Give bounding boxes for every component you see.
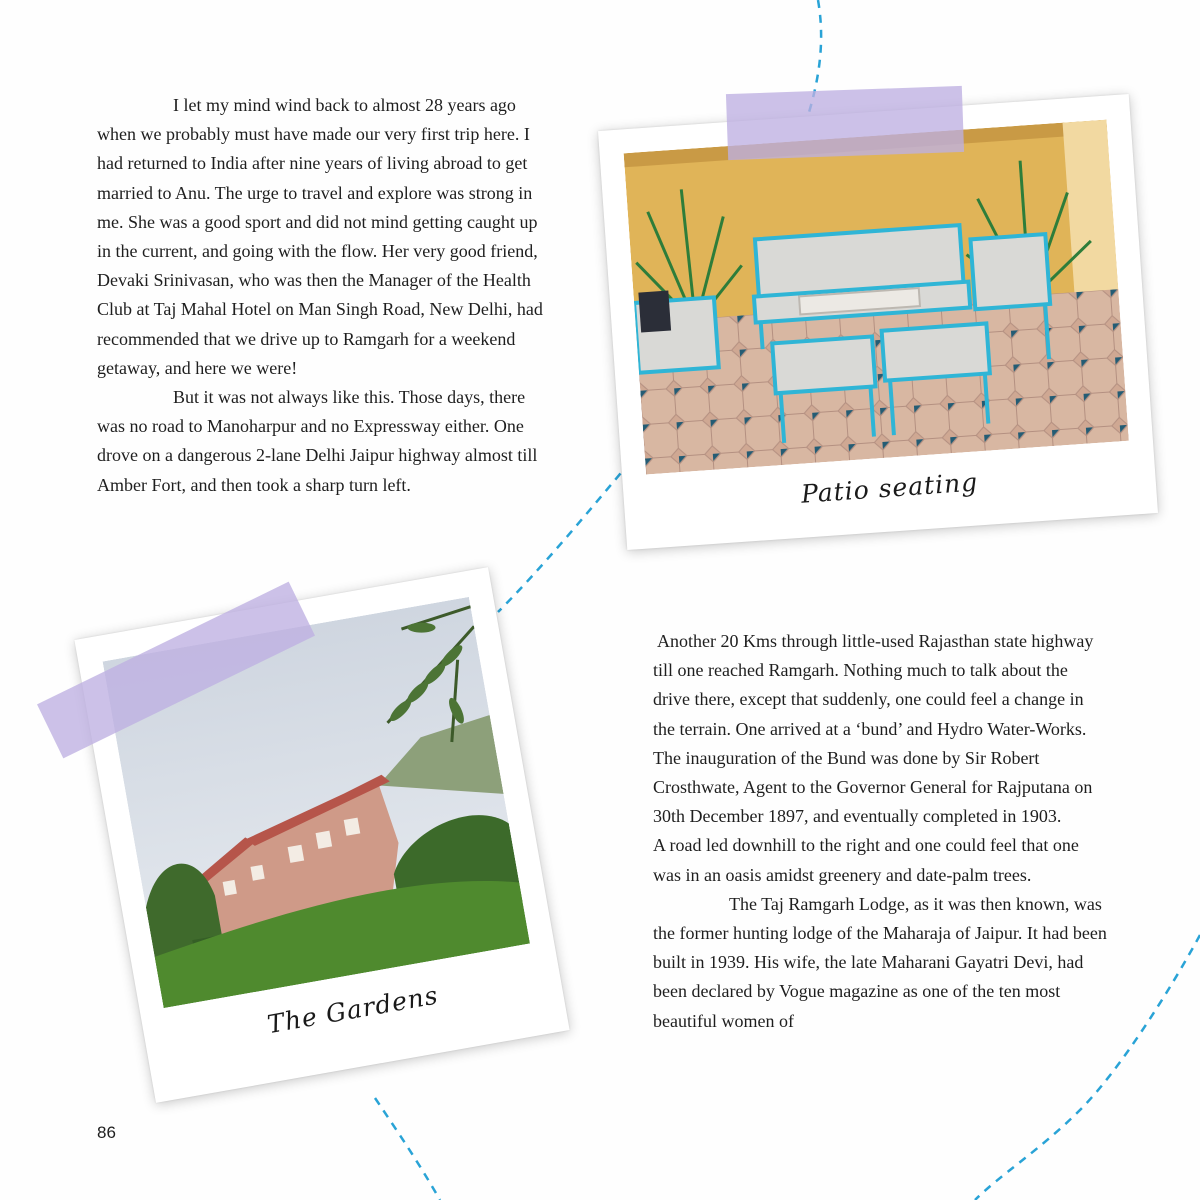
page-number: 86 [97,1123,116,1142]
right-text-column [653,627,1108,1036]
paragraph: A road led downhill to the right and one could feel that one was in an oasis amidst greenery and date-palm trees. [653,835,1079,885]
polaroid-the-gardens [74,567,569,1103]
patio-caption: Patio seating [800,467,980,509]
left-text-column [97,91,552,500]
polaroid-patio-seating [598,94,1158,550]
patio-seating-photo [624,120,1129,475]
washi-tape [726,86,964,160]
gardens-caption: The Gardens [265,980,441,1040]
paragraph: But it was not always like this. Those days, there was no road to Manoharpur and no Expressway either. One drove on a dangerous 2-lane Delhi Jaipur highway almost till Amber Fort, and then took a sharp turn left. [97,387,538,495]
paragraph: I let my mind wind back to almost 28 years ago when we probably must have made our very first trip here. I had returned to India after nine years of living abroad to get married to Anu. The urge to travel and explore was strong in me. She was a good sport and did not mind getting caught up in the current, and going with the flow. Her very good friend, Devaki Srinivasan, who was then the Manager of the Health Club at Taj Mahal Hotel on Man Singh Road, New Delhi, had recommended that we drive up to Ramgarh for a weekend getaway, and here we were! [97,95,543,378]
paragraph: Another 20 Kms through little-used Rajasthan state highway till one reached Ramgarh. Nothing much to talk about the drive there, except that suddenly, one could feel a change in the terrain. One arrived at a ‘bund’ and Hydro Water-Works. The inauguration of the Bund was done by Sir Robert Crosthwate, Agent to the Governor General for Rajputana on 30th December 1897, and eventually completed in 1903. [653,631,1094,827]
paragraph: The Taj Ramgarh Lodge, as it was then known, was the former hunting lodge of the Maharaja of Jaipur. It had been built in 1939. His wife, the late Maharani Gayatri Devi, had been declared by Vogue magazine as one of the ten most beautiful women of [653,893,1107,1031]
